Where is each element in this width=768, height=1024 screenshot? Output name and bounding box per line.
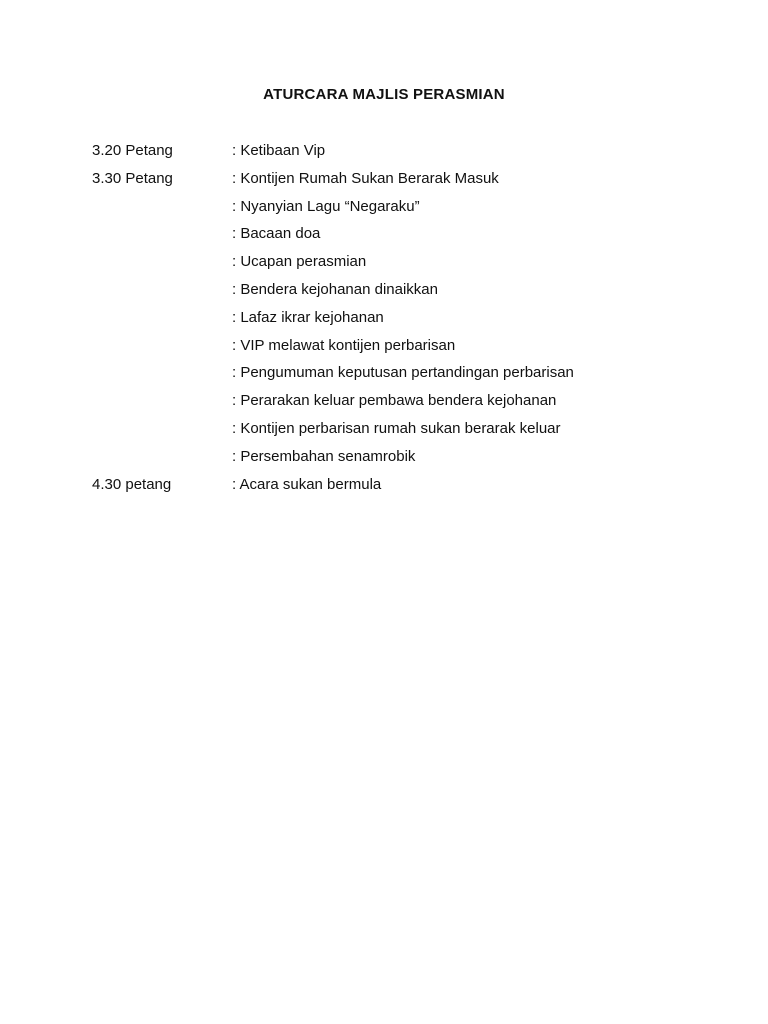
agenda-item: : Bacaan doa xyxy=(232,225,321,243)
agenda-time xyxy=(92,419,232,447)
agenda-row xyxy=(92,252,712,280)
agenda-row xyxy=(92,363,712,391)
agenda-item: : Bendera kejohanan dinaikkan xyxy=(232,280,438,298)
agenda-time: 3.30 Petang xyxy=(92,169,173,187)
agenda-row xyxy=(92,447,712,475)
agenda-row xyxy=(92,224,712,252)
agenda-item: : VIP melawat kontijen perbarisan xyxy=(232,336,456,354)
agenda-row xyxy=(92,141,712,169)
agenda-item: : Acara sukan bermula xyxy=(232,475,382,493)
agenda-item: : Perarakan keluar pembawa bendera kejohanan xyxy=(232,392,557,410)
page-title: ATURCARA MAJLIS PERASMIAN xyxy=(263,86,505,103)
agenda-item: : Kontijen Rumah Sukan Berarak Masuk xyxy=(232,169,499,187)
agenda-time xyxy=(92,363,232,391)
agenda-row xyxy=(92,419,712,447)
agenda-item: : Ketibaan Vip xyxy=(232,142,326,159)
agenda-time xyxy=(92,336,232,364)
agenda-item: : Lafaz ikrar kejohanan xyxy=(232,308,384,326)
agenda-time xyxy=(92,224,232,252)
agenda-item: : Kontijen perbarisan rumah sukan berarak keluar xyxy=(232,419,561,437)
agenda-time: 4.30 petang xyxy=(92,475,172,493)
agenda-row xyxy=(92,475,712,503)
agenda-item: : Nyanyian Lagu “Negaraku” xyxy=(232,197,420,215)
agenda-row xyxy=(92,308,712,336)
agenda-list xyxy=(92,141,712,502)
agenda-item: : Persembahan senamrobik xyxy=(232,447,416,465)
agenda-time: 3.20 Petang xyxy=(92,142,173,159)
agenda-time xyxy=(92,447,232,475)
agenda-row xyxy=(92,197,712,225)
agenda-row xyxy=(92,169,712,197)
agenda-row xyxy=(92,336,712,364)
agenda-row xyxy=(92,391,712,419)
agenda-time xyxy=(92,197,232,225)
agenda-row xyxy=(92,280,712,308)
agenda-time xyxy=(92,308,232,336)
agenda-item: : Ucapan perasmian xyxy=(232,253,367,271)
agenda-time xyxy=(92,280,232,308)
agenda-time xyxy=(92,252,232,280)
agenda-item: : Pengumuman keputusan pertandingan perbarisan xyxy=(232,364,574,382)
agenda-time xyxy=(92,391,232,419)
